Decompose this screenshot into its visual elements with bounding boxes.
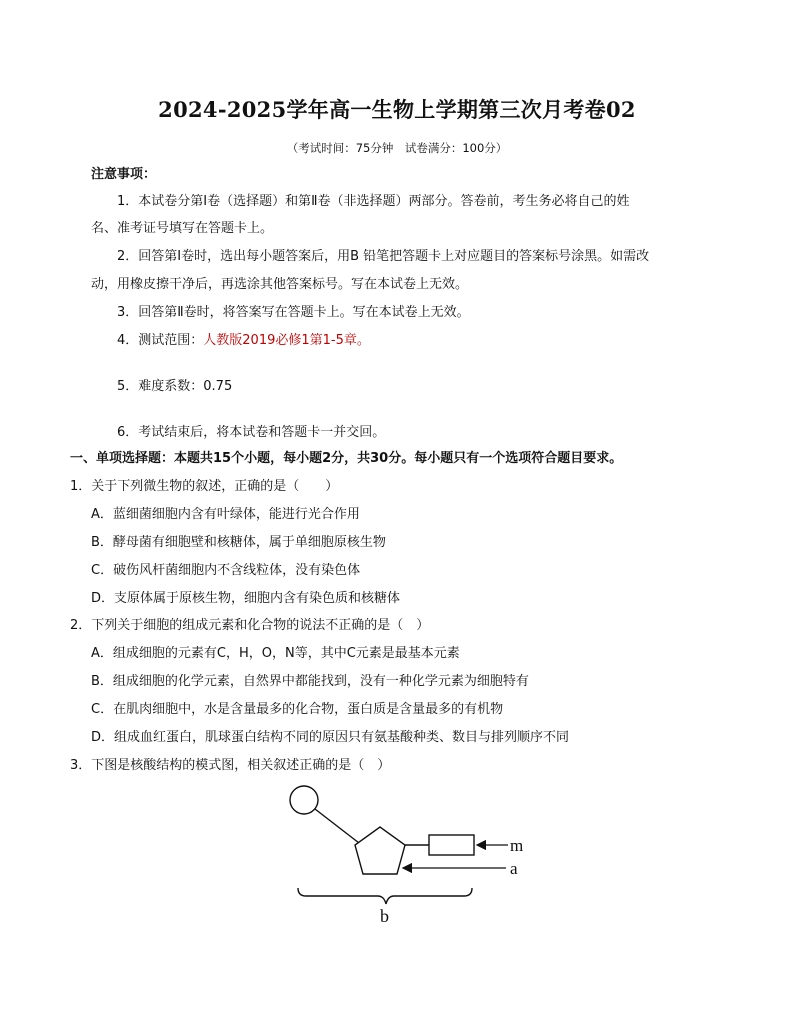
question-1-stem: 1．关于下列微生物的叙述，正确的是（ ） xyxy=(70,479,339,494)
label-a: a xyxy=(510,859,518,878)
note-item-1-cont: 名、准考证号填写在答题卡上。 xyxy=(91,221,274,236)
note-item-4 xyxy=(117,332,370,350)
nucleotide-diagram xyxy=(270,778,540,928)
test-scope: 人教版2019必修1第1-5章。 xyxy=(203,333,370,348)
question-2-option-b: B．组成细胞的化学元素，自然界中都能找到，没有一种化学元素为细胞特有 xyxy=(91,674,529,689)
note-item-4-label: 4．测试范围： xyxy=(117,333,204,348)
phosphate-bond-line xyxy=(315,809,359,843)
notes-heading: 注意事项： xyxy=(91,167,157,182)
question-1-option-c: C．破伤风杆菌细胞内不含线粒体，没有染色体 xyxy=(91,563,361,578)
note-item-2-cont: 动，用橡皮擦干净后，再选涂其他答案标号。写在本试卷上无效。 xyxy=(91,277,469,292)
pentose-pentagon xyxy=(355,827,405,874)
section-heading: 一、单项选择题：本题共15个小题，每小题2分，共30分。每小题只有一个选项符合题目要求。 xyxy=(70,451,623,466)
label-m: m xyxy=(510,836,524,855)
question-2-option-d: D．组成血红蛋白，肌球蛋白结构不同的原因只有氨基酸种类、数目与排列顺序不同 xyxy=(91,730,570,745)
question-2-option-a: A．组成细胞的元素有C，H，O，N等，其中C元素是最基本元素 xyxy=(91,646,460,661)
note-item-3: 3．回答第Ⅱ卷时，将答案写在答题卡上。写在本试卷上无效。 xyxy=(117,305,470,320)
question-1-option-a: A．蓝细菌细胞内含有叶绿体，能进行光合作用 xyxy=(91,507,360,522)
question-2-option-c: C．在肌肉细胞中，水是含量最多的化合物，蛋白质是含量最多的有机物 xyxy=(91,702,504,717)
question-1-option-d: D．支原体属于原核生物，细胞内含有染色质和核糖体 xyxy=(91,591,401,606)
question-3-stem: 3．下图是核酸结构的模式图，相关叙述正确的是（ ） xyxy=(70,758,391,773)
note-item-2: 2．回答第Ⅰ卷时，选出每小题答案后，用B 铅笔把答题卡上对应题目的答案标号涂黑。如需改 xyxy=(117,249,650,264)
question-2-stem: 2．下列关于细胞的组成元素和化合物的说法不正确的是（ ） xyxy=(70,618,430,633)
page-title: 2024-2025学年高一生物上学期第三次月考卷02 xyxy=(158,97,636,122)
note-item-1: 1．本试卷分第Ⅰ卷（选择题）和第Ⅱ卷（非选择题）两部分。答卷前，考生务必将自己的姓 xyxy=(117,194,630,209)
note-item-6: 6．考试结束后，将本试卷和答题卡一并交回。 xyxy=(117,425,386,440)
base-rectangle xyxy=(429,835,474,855)
question-1-option-b: B．酵母菌有细胞壁和核糖体，属于单细胞原核生物 xyxy=(91,535,386,550)
brace-b xyxy=(298,888,472,904)
note-item-5: 5．难度系数：0.75 xyxy=(117,379,233,394)
phosphate-circle xyxy=(290,786,318,814)
label-b: b xyxy=(380,906,389,926)
exam-info: （考试时间：75分钟 试卷满分：100分） xyxy=(286,141,508,155)
